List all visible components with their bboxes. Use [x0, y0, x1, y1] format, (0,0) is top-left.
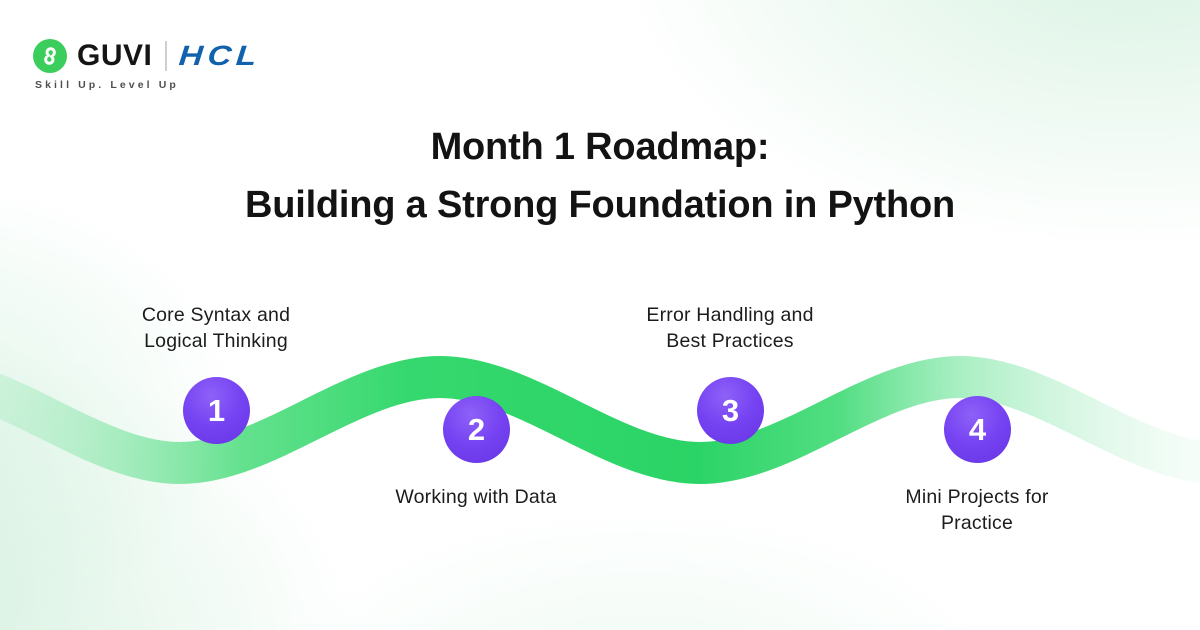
step-1-label-line-2: Logical Thinking	[144, 330, 288, 352]
step-1-label-line-1: Core Syntax and	[141, 304, 291, 326]
step-1-node	[183, 377, 250, 444]
step-1-number: 1	[207, 392, 226, 428]
step-3-label	[590, 302, 870, 354]
logo-divider	[165, 41, 167, 71]
guvi-chain-g-icon	[33, 39, 67, 73]
step-1-label	[76, 302, 356, 354]
step-2-label-line-1: Working with Data	[395, 486, 557, 508]
step-4-number: 4	[968, 411, 987, 447]
step-3-node	[697, 377, 764, 444]
brand-logo	[33, 39, 263, 73]
step-2-number: 2	[467, 411, 486, 447]
guvi-wordmark: GUVI	[77, 39, 153, 72]
step-3-label-line-1: Error Handling and	[646, 304, 814, 326]
step-4-label-line-1: Mini Projects for	[905, 486, 1049, 508]
step-4-label	[837, 484, 1117, 536]
step-3-label-line-2: Best Practices	[666, 330, 794, 352]
hcl-wordmark: HCL	[178, 40, 263, 71]
title-line-2: Building a Strong Foundation in Python	[244, 184, 956, 226]
page-title	[0, 118, 1200, 234]
brand-tagline: Skill Up. Level Up	[35, 79, 179, 91]
step-3-number: 3	[721, 392, 740, 428]
title-line-1: Month 1 Roadmap:	[430, 126, 770, 168]
step-2-label	[326, 484, 626, 510]
step-4-label-line-2: Practice	[940, 512, 1014, 534]
step-4-node	[944, 396, 1011, 463]
step-2-node	[443, 396, 510, 463]
